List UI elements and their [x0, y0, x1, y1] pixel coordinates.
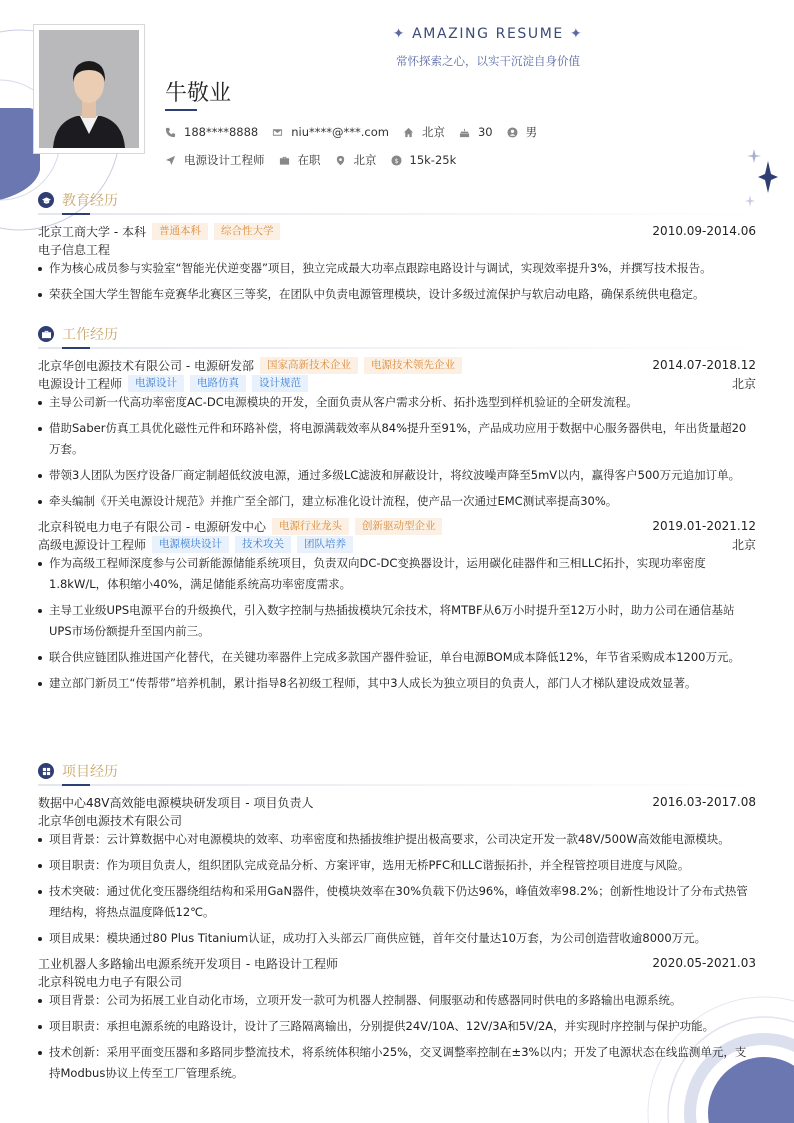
target-city-text: 北京	[353, 153, 377, 167]
mail-icon	[272, 127, 283, 138]
age-item	[459, 125, 493, 139]
job-header	[38, 517, 756, 535]
projects-header	[38, 761, 756, 781]
projects-section	[38, 761, 756, 1089]
cake-icon	[459, 127, 470, 138]
list-item: 建立部门新员工“传帮带”培养机制，累计指导8名初级工程师，其中3人成长为独立项目的负责人，部门人才梯队建设成效显著。	[38, 673, 756, 694]
email-item	[272, 125, 389, 139]
resume-title-text: AMAZING RESUME	[412, 26, 564, 42]
job-bullets	[38, 553, 756, 694]
list-item: 项目职责：作为项目负责人，组织团队完成竞品分析、方案评审，选用无桥PFC和LLC谐振拓扑，并全程管控项目进度与风险。	[38, 855, 756, 876]
project-bullets	[38, 829, 756, 949]
list-item: 技术创新：采用平面变压器和多路同步整流技术，将系统体积缩小25%，交叉调整率控制在±3%以内；开发了电源状态在线监测单元，支持Modbus协议上传至工厂管理系统。	[38, 1042, 756, 1084]
grid-icon	[38, 763, 54, 779]
company-tag: 创新驱动型企业	[355, 518, 443, 535]
project-org-text: 北京科锐电力电子有限公司	[38, 974, 183, 989]
education-title: 教育经历	[62, 193, 118, 209]
gender-item	[507, 124, 538, 140]
project-header	[38, 954, 756, 972]
city-item	[403, 124, 445, 140]
list-item: 项目职责：承担电源系统的电路设计，设计了三路隔离输出，分别提供24V/10A、12V/3A和5V/2A，并实现时序控制与保护功能。	[38, 1016, 756, 1037]
age-text: 30	[477, 125, 493, 139]
name-underline	[165, 109, 197, 111]
star-icon: ✦	[392, 26, 407, 42]
work-section	[38, 324, 756, 699]
target-city-item	[335, 152, 377, 168]
job-entry	[38, 356, 756, 512]
phone-item	[165, 125, 258, 139]
work-title: 工作经历	[62, 327, 118, 343]
location-pin-icon	[335, 155, 346, 166]
section-divider	[38, 213, 756, 215]
skill-tag: 设计规范	[252, 375, 308, 392]
job-city: 北京	[731, 376, 756, 391]
send-icon	[165, 155, 176, 166]
major-text: 电子信息工程	[38, 242, 111, 257]
list-item: 借助Saber仿真工具优化磁性元件和环路补偿，将电源满载效率从84%提升至91%，产品成功应用于数据中心服务器供电，年出货量超20万套。	[38, 418, 756, 460]
company-name: 北京华创电源技术有限公司 - 电源研发部	[38, 358, 254, 373]
email-text: niu****@***.com	[291, 125, 389, 139]
project-entry	[38, 793, 756, 949]
job-date: 2014.07-2018.12	[652, 358, 756, 372]
job-city: 北京	[731, 537, 756, 552]
list-item: 作为核心成员参与实验室“智能光伏逆变器”项目，独立完成最大功率点跟踪电路设计与调试，实现效率提升3%，并撰写技术报告。	[38, 258, 756, 279]
briefcase-icon	[38, 326, 54, 342]
skill-tag: 电源模块设计	[152, 536, 229, 553]
briefcase-icon	[279, 155, 290, 166]
list-item: 带领3人团队为医疗设备厂商定制超低纹波电源，通过多级LC滤波和屏蔽设计，将纹波噪声降至5mV以内，赢得客户500万元追加订单。	[38, 465, 756, 486]
education-section	[38, 190, 756, 310]
resume-title	[386, 26, 590, 42]
company-name: 北京科锐电力电子有限公司 - 电源研发中心	[38, 519, 266, 534]
user-icon	[507, 127, 518, 138]
job-target-item	[165, 152, 265, 168]
salary-text: 15k-25k	[409, 153, 457, 167]
job-role: 电源设计工程师	[38, 376, 123, 391]
contact-row	[165, 124, 551, 140]
list-item: 项目成果：模块通过80 Plus Titanium认证，成功打入头部云厂商供应链，首年交付量达10万套，为公司创造营收逾8000万元。	[38, 928, 756, 949]
list-item: 项目背景：云计算数据中心对电源模块的效率、功率密度和热插拔维护提出极高要求，公司决定开发一款48V/500W高效能电源模块。	[38, 829, 756, 850]
project-org	[38, 972, 756, 990]
city-text: 北京	[421, 125, 445, 139]
list-item: 作为高级工程师深度参与公司新能源储能系统项目，负责双向DC-DC变换器设计，运用碳化硅器件和三相LLC拓扑，实现功率密度1.8kW/L，体积缩小40%，满足储能系统高功率密度需求。	[38, 553, 756, 595]
list-item: 主导公司新一代高功率密度AC-DC电源模块的开发，全面负责从客户需求分析、拓扑选型到样机验证的全研发流程。	[38, 392, 756, 413]
status-text: 在职	[297, 153, 321, 167]
job-role-row	[38, 374, 756, 392]
projects-title: 项目经历	[62, 764, 118, 780]
money-icon	[391, 155, 402, 166]
star-icon: ✦	[569, 26, 584, 42]
list-item: 主导工业级UPS电源平台的升级换代，引入数字控制与热插拔模块冗余技术，将MTBF从6万小时提升至12万小时，助力公司在通信基站UPS市场份额提升至国内前三。	[38, 600, 756, 642]
project-name: 数据中心48V高效能电源模块研发项目 - 项目负责人	[38, 795, 314, 810]
job-entry	[38, 517, 756, 694]
education-header	[38, 190, 756, 210]
school-tag: 普通本科	[152, 223, 208, 240]
job-role: 高级电源设计工程师	[38, 537, 147, 552]
job-header	[38, 356, 756, 374]
major	[38, 240, 756, 258]
skill-tag: 技术攻关	[235, 536, 291, 553]
graduation-cap-icon	[38, 192, 54, 208]
skill-tag: 电路仿真	[190, 375, 246, 392]
project-org	[38, 811, 756, 829]
project-org-text: 北京华创电源技术有限公司	[38, 813, 183, 828]
avatar	[33, 24, 145, 154]
project-entry	[38, 954, 756, 1084]
skill-tag: 电源设计	[128, 375, 184, 392]
phone-icon	[165, 127, 176, 138]
education-bullets	[38, 258, 756, 305]
company-tag: 国家高新技术企业	[260, 357, 358, 374]
phone-text: 188****8888	[184, 125, 259, 139]
project-date: 2020.05-2021.03	[652, 956, 756, 970]
education-date: 2010.09-2014.06	[652, 224, 756, 238]
list-item: 荣获全国大学生智能车竞赛华北赛区三等奖，在团队中负责电源管理模块，设计多级过流保护与软启动电路，确保系统供电稳定。	[38, 284, 756, 305]
list-item: 项目背景：公司为拓展工业自动化市场，立项开发一款可为机器人控制器、伺服驱动和传感器同时供电的多路输出电源系统。	[38, 990, 756, 1011]
project-name: 工业机器人多路输出电源系统开发项目 - 电路设计工程师	[38, 956, 338, 971]
job-intent-row	[165, 152, 470, 168]
job-bullets	[38, 392, 756, 512]
list-item: 联合供应链团队推进国产化替代，在关键功率器件上完成多款国产器件验证，单台电源BOM成本降低12%，年节省采购成本1200万元。	[38, 647, 756, 668]
list-item: 牵头编制《开关电源设计规范》并推广至全部门，建立标准化设计流程，使产品一次通过EMC测试率提高30%。	[38, 491, 756, 512]
job-target-text: 电源设计工程师	[184, 153, 265, 167]
education-entry	[38, 222, 756, 305]
person-name: 牛敬业	[165, 81, 232, 106]
job-role-row	[38, 535, 756, 553]
list-item: 技术突破：通过优化变压器绕组结构和采用GaN器件，使模块效率在30%负载下仍达96%，峰值效率98.2%；创新性地设计了分布式热管理结构，将热点温度降低12℃。	[38, 881, 756, 923]
salary-item	[391, 153, 457, 167]
job-date: 2019.01-2021.12	[652, 519, 756, 533]
school-tag: 综合性大学	[214, 223, 281, 240]
home-icon	[403, 127, 414, 138]
section-divider	[38, 347, 756, 349]
education-entry-header	[38, 222, 756, 240]
project-header	[38, 793, 756, 811]
svg-text:$: $	[393, 156, 399, 165]
status-item	[279, 152, 321, 168]
project-date: 2016.03-2017.08	[652, 795, 756, 809]
work-header	[38, 324, 756, 344]
school-name: 北京工商大学 - 本科	[38, 224, 146, 239]
section-divider	[38, 784, 756, 786]
company-tag: 电源行业龙头	[272, 518, 349, 535]
gender-text: 男	[525, 125, 538, 139]
skill-tag: 团队培养	[297, 536, 353, 553]
motto: 常怀探索之心，以实干沉淀自身价值	[396, 54, 580, 68]
project-bullets	[38, 990, 756, 1084]
company-tag: 电源技术领先企业	[364, 357, 462, 374]
